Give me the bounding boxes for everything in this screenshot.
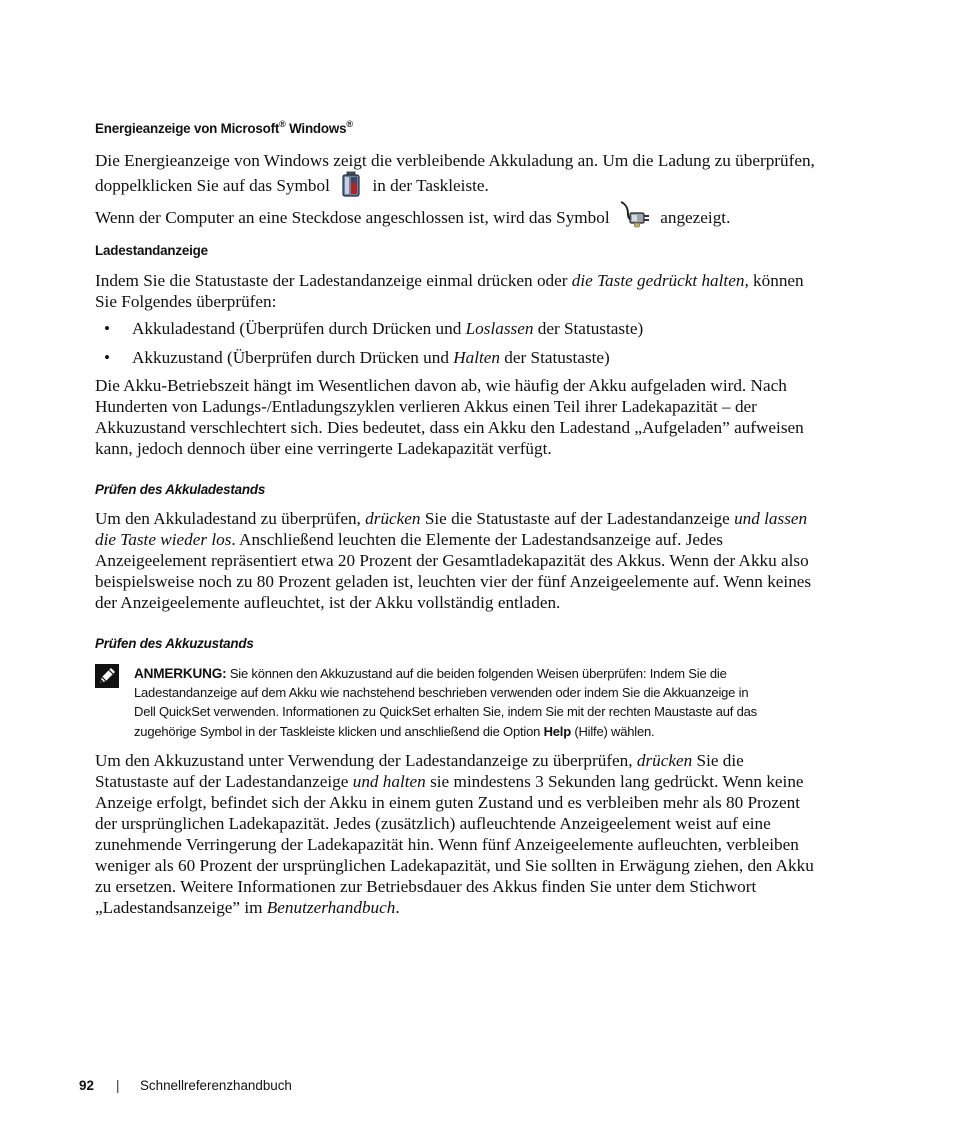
separator-text: | — [116, 1078, 120, 1093]
text-line — [95, 199, 865, 227]
text-span: in der Taskleiste. — [372, 176, 489, 195]
list-item-text — [132, 318, 643, 339]
paragraph-check-charge — [95, 508, 865, 613]
heading-text: Prüfen des Akkuladestands — [95, 482, 266, 497]
text-span: Um den Akkuladestand zu überprüfen, — [95, 509, 366, 528]
italic-text: Loslassen — [465, 319, 534, 338]
text-line: kann, jedoch dennoch über eine verringerte Ladekapazität verfügt. — [95, 439, 552, 458]
italic-text: die Taste wieder los — [95, 530, 232, 549]
paragraph-plug-symbol — [95, 199, 865, 227]
text-line: Die Energieanzeige von Windows zeigt die verbleibende Akkuladung an. Um die Ladung zu überprüfen, — [95, 151, 815, 170]
text-line: zu ersetzen. Weitere Informationen zur Betriebsdauer des Akkus finden Sie unter dem Stichwort — [95, 877, 757, 896]
page-number — [79, 1078, 94, 1093]
footer-title-text: Schnellreferenzhandbuch — [140, 1078, 292, 1093]
text-line: Sie Folgendes überprüfen: — [95, 292, 277, 311]
italic-text: Benutzerhandbuch — [266, 898, 396, 917]
text-span: , können — [744, 271, 804, 290]
note-label: ANMERKUNG: — [134, 666, 227, 681]
paragraph-energy-meter — [95, 150, 865, 195]
note-pencil-icon — [95, 664, 119, 693]
text-span: angezeigt. — [660, 208, 731, 227]
text-line: der ursprünglichen Ladekapazität. Jedes (zusätzlich) aufleuchtende Anzeigeelement weist auf eine — [95, 814, 771, 833]
text-span: „Ladestandsanzeige” im — [95, 898, 267, 917]
footer-title — [140, 1078, 292, 1093]
paragraph-battery-life — [95, 375, 865, 459]
text-line — [134, 664, 874, 683]
text-span: Akkuladestand (Überprüfen durch Drücken und — [132, 319, 466, 338]
text-line: zunehmende Verringerung der Ladekapazität hin. Wenn fünf Anzeigeelemente aufleuchten, verbleiben — [95, 835, 799, 854]
text-span: Indem Sie die Statustaste der Ladestandanzeige einmal drücken oder — [95, 271, 572, 290]
text-span: zugehörige Symbol in der Taskleiste klicken und anschließend die Option — [134, 723, 544, 739]
text-line: weniger als 60 Prozent der ursprünglichen Ladekapazität, und Sie sollten in Erwägung ziehen, den Akku — [95, 856, 814, 875]
text-span: Sie können den Akkuzustand auf die beiden folgenden Weisen überprüfen: Indem Sie die — [226, 666, 727, 681]
paragraph-charge-gauge — [95, 270, 865, 312]
italic-text: drücken — [636, 751, 693, 770]
heading-check-charge — [95, 482, 265, 497]
heading-charge-gauge — [95, 243, 208, 258]
heading-text-windows: Windows — [285, 121, 347, 136]
text-line — [95, 750, 865, 771]
text-span: Sie die — [692, 751, 744, 770]
text-span: sie mindestens 3 Sekunden lang gedrückt. Wenn keine — [425, 772, 804, 791]
text-line — [95, 270, 865, 291]
text-span: Um den Akkuzustand unter Verwendung der Ladestandanzeige zu überprüfen, — [95, 751, 637, 770]
text-line — [95, 771, 865, 792]
text-line: Dell QuickSet verwenden. Informationen zu QuickSet erhalten Sie, indem Sie mit der rechten Maustaste auf das — [134, 704, 757, 720]
registered-mark: ® — [279, 119, 286, 129]
text-line: Anzeigeelement repräsentiert etwa 20 Prozent der Gesamtladekapazität des Akkus. Wenn der Akku also — [95, 551, 809, 570]
battery-icon — [340, 171, 362, 202]
italic-text: drücken — [365, 509, 421, 528]
text-span: Sie die Statustaste auf der Ladestandanzeige — [420, 509, 735, 528]
heading-text: Energieanzeige von Microsoft — [95, 121, 280, 136]
bullet-mark: • — [104, 319, 111, 338]
page-number-text: 92 — [79, 1078, 94, 1093]
text-line — [95, 897, 865, 918]
text-line — [95, 171, 865, 195]
text-span: der Statustaste) — [500, 348, 610, 367]
italic-text: und lassen — [734, 509, 808, 528]
bold-text: Help — [543, 723, 571, 739]
text-span: Statustaste auf der Ladestandanzeige — [95, 772, 353, 791]
heading-text: Ladestandanzeige — [95, 243, 208, 258]
text-span: (Hilfe) wählen. — [570, 723, 655, 739]
text-span: doppelklicken Sie auf das Symbol — [95, 176, 330, 195]
heading-energy-meter — [95, 121, 353, 136]
text-span: Akkuzustand (Überprüfen durch Drücken und — [132, 348, 454, 367]
text-line: beispielsweise noch zu 80 Prozent geladen ist, leuchten vier der fünf Anzeigeelemente auf. Wenn keines — [95, 572, 812, 591]
heading-check-health — [95, 636, 254, 651]
text-span: der Statustaste) — [533, 319, 644, 338]
registered-mark: ® — [346, 119, 353, 129]
text-line — [95, 508, 865, 529]
power-plug-icon — [618, 199, 652, 234]
italic-text: und halten — [352, 772, 426, 791]
bullet-mark: • — [104, 348, 111, 367]
text-span: Wenn der Computer an eine Steckdose angeschlossen ist, wird das Symbol — [95, 208, 610, 227]
footer-separator — [116, 1078, 119, 1093]
text-line: Anzeige erfolgt, befindet sich der Akku in einem guten Zustand und es verbleiben mehr als 80 Prozent — [95, 793, 800, 812]
italic-text: die Taste gedrückt halten — [571, 271, 745, 290]
text-line — [134, 722, 874, 741]
note-text — [134, 664, 874, 741]
text-line: Akkuzustand verschlechtert sich. Dies bedeutet, dass ein Akku den Ladestand „Aufgeladen” aufweisen — [95, 418, 804, 437]
text-line: Hunderten von Ladungs-/Entladungszyklen verlieren Akkus einen Teil ihrer Ladekapazität – der — [95, 397, 757, 416]
text-span: . Anschließend leuchten die Elemente der Ladestandsanzeige auf. Jedes — [231, 530, 723, 549]
list-item-text — [132, 347, 610, 368]
text-line: Ladestandanzeige auf dem Akku wie nachstehend beschrieben verwenden oder indem Sie die Akkuanzeige in — [134, 685, 749, 701]
text-line: der Anzeigeelemente aufleuchtet, ist der Akku vollständig entladen. — [95, 593, 561, 612]
heading-text: Prüfen des Akkuzustands — [95, 636, 254, 651]
text-span: . — [395, 898, 400, 917]
italic-text: Halten — [453, 348, 500, 367]
paragraph-check-health — [95, 750, 865, 918]
text-line — [95, 529, 865, 550]
text-line: Die Akku-Betriebszeit hängt im Wesentlichen davon ab, wie häufig der Akku aufgeladen wird. Nach — [95, 376, 787, 395]
